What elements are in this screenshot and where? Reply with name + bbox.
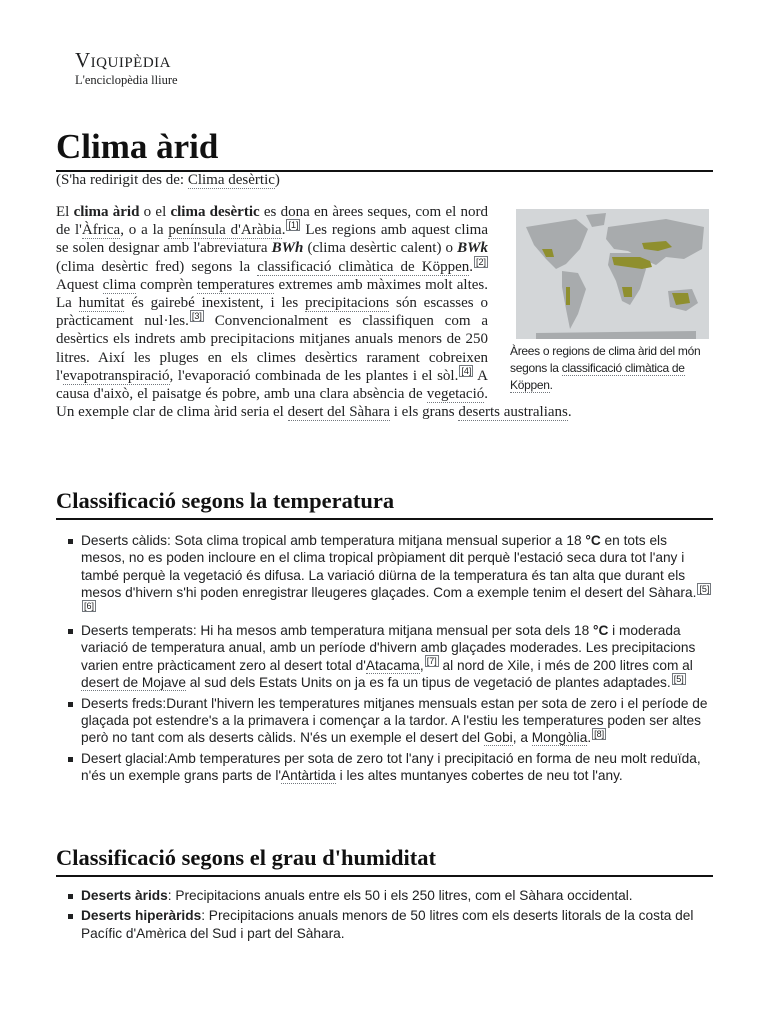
link-arabia[interactable]: península d'Aràbia [168, 222, 282, 239]
section-divider-temperatura [56, 518, 713, 520]
redirect-link[interactable]: Clima desèrtic [187, 172, 275, 188]
ref-1[interactable]: [1] [288, 220, 299, 231]
ref-5b[interactable]: [5] [673, 673, 684, 684]
link-africa[interactable]: Àfrica [81, 222, 121, 239]
world-arid-map[interactable] [516, 209, 709, 339]
link-mongolia[interactable]: Mongòlia [531, 730, 588, 746]
link-humitat[interactable]: humitat [78, 295, 125, 312]
abbr-bwk: BWk [457, 240, 488, 257]
list-item-deserts-temperats: Deserts temperats: Hi ha mesos amb temperatura mitjana mensual per sota dels 18 °C i moderada variació de temperatura anual, amb un període d'hivern amb glaçades moderades. Les precipitacions varien entre pràcticament zero al desert total d'Atacama, [7] al nord de Xile, i més de 200 litres com al desert de Mojave al sud dels Estats Units on ja es fa un tipus de vegetació de plantes adaptades. [5] [56, 622, 713, 692]
link-desert-mojave[interactable]: desert de Mojave [81, 675, 186, 691]
list-item-deserts-freds: Deserts freds:Durant l'hivern les temperatures mitjanes mensuals estan per sota de zero i el període de glaçada pot estendre's a la primavera i començar a la tardor. A l'estiu les temperatures poden ser altes però no tant com als deserts càlids. N'és un exemple el desert del Gobi, a Mongòlia. [8] [56, 695, 713, 747]
link-clima[interactable]: clima [102, 276, 136, 293]
link-deserts-australians[interactable]: deserts australians [458, 404, 568, 421]
ref-8[interactable]: [8] [594, 728, 605, 739]
caption-link-koppen[interactable]: classificació climàtica de Köppen [510, 361, 685, 392]
list-item-deserts-calids: Deserts càlids: Sota clima tropical amb temperatura mitjana mensual superior a 18 °C en tots els mesos, no es poden incloure en el clima tropical pròpiament dit perquè l'estació seca dura tot l'any i també perquè la vegetació és difusa. La variació diürna de la temperatura és tan alta que durant els mesos d'hivern s'hi poden enregistrar lleugeres glaçades. Com a exemple tenim el desert del Sàhara. [5][6] [56, 532, 713, 619]
ref-6[interactable]: [6] [84, 601, 95, 612]
ref-7[interactable]: [7] [426, 656, 437, 667]
page-title: Clima àrid [56, 127, 219, 166]
list-item-deserts-arids: Deserts àrids: Precipitacions anuals entre els 50 i els 250 litres, com el Sàhara occidental. [56, 887, 713, 904]
ref-2[interactable]: [2] [475, 256, 486, 267]
link-gobi[interactable]: Gobi [483, 730, 513, 746]
list-item-deserts-hiperarids: Deserts hiperàrids: Precipitacions anuals menors de 50 litres com els deserts litorals de la costa del Pacífic d'Amèrica del Sud i part del Sàhara. [56, 907, 713, 942]
term-clima-desertic: clima desèrtic [170, 204, 260, 220]
ref-4[interactable]: [4] [461, 365, 472, 376]
term-clima-arid: clima àrid [73, 204, 140, 220]
list-item-desert-glacial: Desert glacial:Amb temperatures per sota de zero tot l'any i precipitació en forma de neu molt reduïda, n'és un exemple grans parts de l'Antàrtida i les altes muntanyes cobertes de neu tot l'any. [56, 750, 713, 785]
link-vegetacio[interactable]: vegetació [426, 386, 485, 403]
site-tagline: L'enciclopèdia lliure [75, 73, 178, 87]
section-divider-humiditat [56, 875, 713, 877]
link-evapotranspiracio[interactable]: evapotranspiració [62, 367, 170, 384]
world-map-svg [516, 209, 709, 339]
section-heading-humiditat: Classificació segons el grau d'humiditat [56, 845, 437, 870]
link-precipitacions[interactable]: precipitacions [305, 295, 390, 312]
link-atacama[interactable]: Atacama [365, 657, 420, 673]
link-desert-sahara[interactable]: desert del Sàhara [287, 404, 391, 421]
site-wordmark: Viquipèdia [75, 48, 171, 72]
redirect-notice: (S'ha redirigit des de: Clima desèrtic) [56, 172, 280, 188]
map-caption: Àrees o regions de clima àrid del món segons la classificació climàtica de Köppen. [510, 344, 701, 392]
link-temperatures[interactable]: temperatures [196, 276, 275, 293]
map-arid-atacama [566, 287, 570, 305]
section-heading-temperatura: Classificació segons la temperatura [56, 488, 395, 513]
ref-5[interactable]: [5] [699, 583, 710, 594]
ref-3[interactable]: [3] [191, 311, 202, 322]
link-antartida[interactable]: Antàrtida [281, 768, 336, 784]
intro-paragraph: Àrees o regions de clima àrid del món segons la classificació climàtica de Köppen. El clima àrid o el clima desèrtic es dona en àrees seques, com el nord de l'Àfrica, o a la península d'Aràbia. [1] Les regions amb aquest clima se solen designar amb l'abreviatura BWh (clima desèrtic calent) o BWk (clima desèrtic fred) segons la classificació climàtica de Köppen. [2] Aquest clima comprèn temperatures extremes amb màximes molt altes. La humitat és gairebé inexistent, i les precipitacions són escasses o pràcticament nul·les. [3] Convencionalment es classifiquen com a desèrtics els indrets amb precipitacions mitjanes anuals menors de 250 litres. Així les pluges en els climes desèrtics rarament cobreixen l'evapotranspiració, l'evaporació combinada de les plantes i el sòl. [4] A causa d'això, el paisatge és pobre, amb una clara absència de vegetació. Un exemple clar de clima àrid seria el desert del Sàhara i els grans deserts australians. [56, 203, 713, 421]
humidity-list [56, 887, 713, 942]
abbr-bwh: BWh [271, 240, 304, 257]
map-figure [510, 209, 713, 394]
link-koppen[interactable]: classificació climàtica de Köppen [257, 258, 470, 275]
site-logo[interactable] [75, 48, 178, 88]
temperature-list [56, 532, 713, 785]
